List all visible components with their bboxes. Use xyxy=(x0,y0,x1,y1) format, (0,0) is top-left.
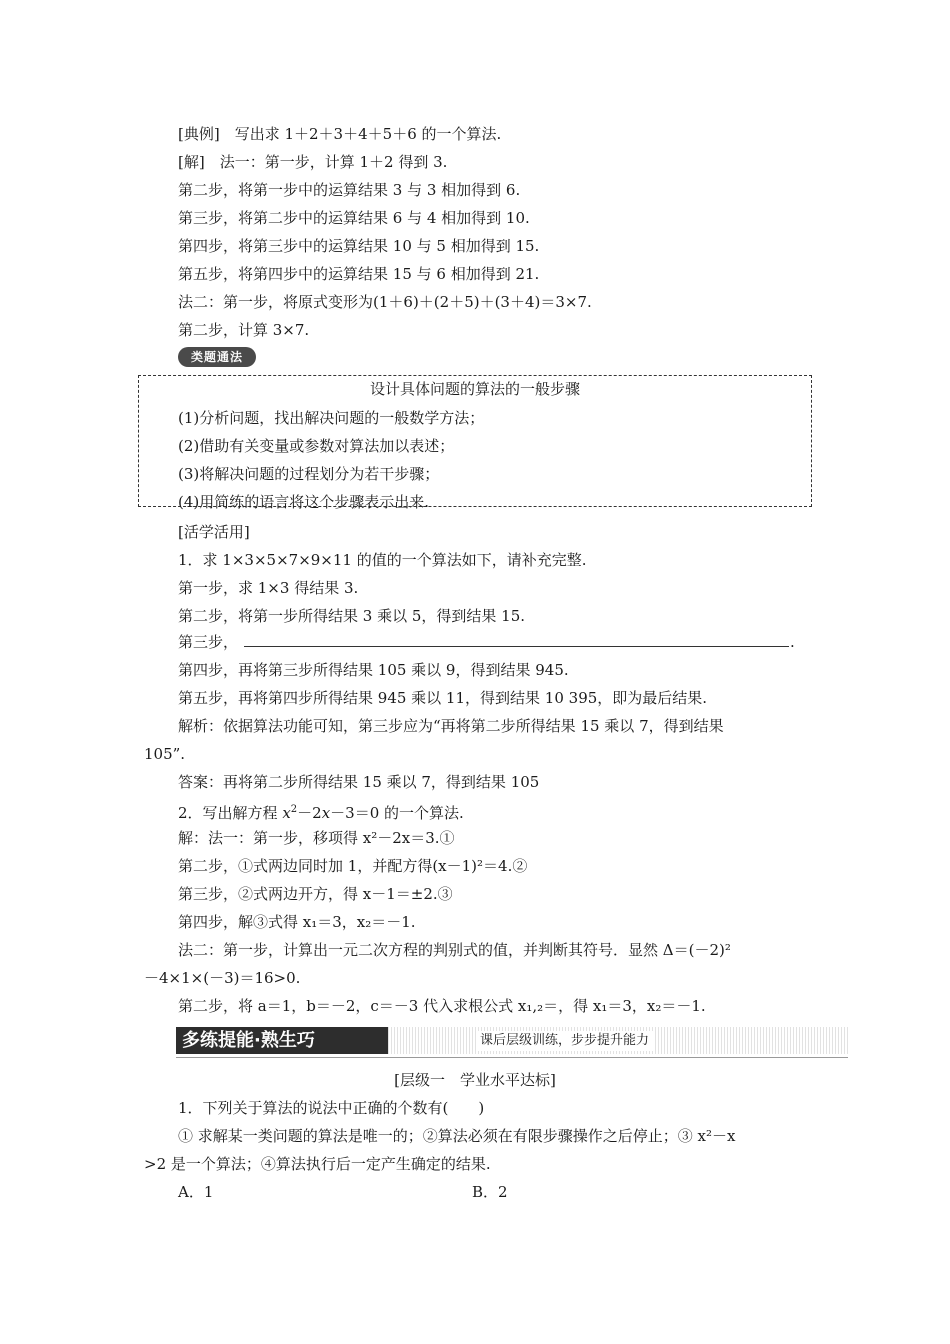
example-step: 第三步，将第二步中的运算结果 6 与 4 相加得到 10. xyxy=(178,209,530,227)
answer-blank[interactable] xyxy=(244,646,789,647)
q2-stem: 2．写出解方程 $x^2-2x-3=0$ 的一个算法. xyxy=(178,804,464,822)
q2-solution-step1: 解：法一：第一步，移项得 x²－2x＝3.① xyxy=(178,829,455,847)
q1-analysis: 解析：依据算法功能可知，第三步应为“再将第二步所得结果 15 乘以 7，得到结果 xyxy=(178,717,724,735)
level-title: [层级一 学业水平达标] xyxy=(394,1071,556,1089)
q1-analysis-cont: 105”. xyxy=(144,745,186,763)
example-step: 第五步，将第四步中的运算结果 15 与 6 相加得到 21. xyxy=(178,265,540,283)
practice-header: [活学活用] xyxy=(178,523,250,541)
q2-solution-step4: 第四步，解③式得 x₁＝3，x₂＝－1. xyxy=(178,913,416,931)
level-q1-statements-cont: >2 是一个算法；④算法执行后一定产生确定的结果. xyxy=(144,1155,491,1173)
summary-item: (3)将解决问题的过程划分为若干步骤； xyxy=(178,465,440,483)
summary-item: (2)借助有关变量或参数对算法加以表述； xyxy=(178,437,455,455)
example-title: [典例] 写出求 1＋2＋3＋4＋5＋6 的一个算法. xyxy=(178,125,502,143)
summary-item: (1)分析问题，找出解决问题的一般数学方法； xyxy=(178,409,485,427)
q2-method2-cont: －4×1×(－3)＝16>0. xyxy=(144,969,301,987)
category-tag: 类题通法 xyxy=(178,347,256,367)
q2-solution-step2: 第二步，①式两边同时加 1，并配方得(x－1)²＝4.② xyxy=(178,857,528,875)
banner-subtitle: 课后层级训练，步步提升能力 xyxy=(476,1031,653,1051)
banner-title: 多练提能·熟生巧 xyxy=(176,1027,388,1054)
summary-item: (4)用简练的语言将这个步骤表示出来. xyxy=(178,493,430,511)
method2-step1: 法二：第一步，将原式变形为(1＋6)＋(2＋5)＋(3＋4)＝3×7. xyxy=(178,293,592,311)
q1-answer: 答案：再将第二步所得结果 15 乘以 7，得到结果 105 xyxy=(178,773,540,791)
q1-stem: 1．求 1×3×5×7×9×11 的值的一个算法如下，请补充完整. xyxy=(178,551,587,569)
solution-intro: [解] 法一：第一步，计算 1＋2 得到 3. xyxy=(178,153,448,171)
option-a[interactable]: A．1 xyxy=(178,1183,214,1201)
level-q1-stem: 1．下列关于算法的说法中正确的个数有( ) xyxy=(178,1099,485,1117)
q1-step3-end: . xyxy=(790,633,795,651)
q2-method2-step2: 第二步，将 a＝1，b＝－2，c＝－3 代入求根公式 x₁,₂＝，得 x₁＝3，x₂＝－1. xyxy=(178,997,706,1015)
q1-step4: 第四步，再将第三步所得结果 105 乘以 9，得到结果 945. xyxy=(178,661,569,679)
q1-step3-label: 第三步， xyxy=(178,633,239,651)
q1-step5: 第五步，再将第四步所得结果 945 乘以 11，得到结果 10 395，即为最后结果. xyxy=(178,689,708,707)
q1-step1: 第一步，求 1×3 得结果 3. xyxy=(178,579,359,597)
example-step: 第二步，将第一步中的运算结果 3 与 3 相加得到 6. xyxy=(178,181,521,199)
example-step: 第四步，将第三步中的运算结果 10 与 5 相加得到 15. xyxy=(178,237,540,255)
level-q1-statements: ① 求解某一类问题的算法是唯一的；②算法必须在有限步骤操作之后停止；③ x²－x xyxy=(178,1127,736,1145)
section-banner xyxy=(176,1027,848,1058)
method2-step2: 第二步，计算 3×7. xyxy=(178,321,310,339)
option-b[interactable]: B．2 xyxy=(472,1183,508,1201)
q2-method2-step1: 法二：第一步，计算出一元二次方程的判别式的值，并判断其符号．显然 Δ＝(－2)² xyxy=(178,941,731,959)
q1-step2: 第二步，将第一步所得结果 3 乘以 5，得到结果 15. xyxy=(178,607,526,625)
q2-solution-step3: 第三步，②式两边开方，得 x－1＝±2.③ xyxy=(178,885,453,903)
summary-box-title: 设计具体问题的算法的一般步骤 xyxy=(369,380,580,398)
